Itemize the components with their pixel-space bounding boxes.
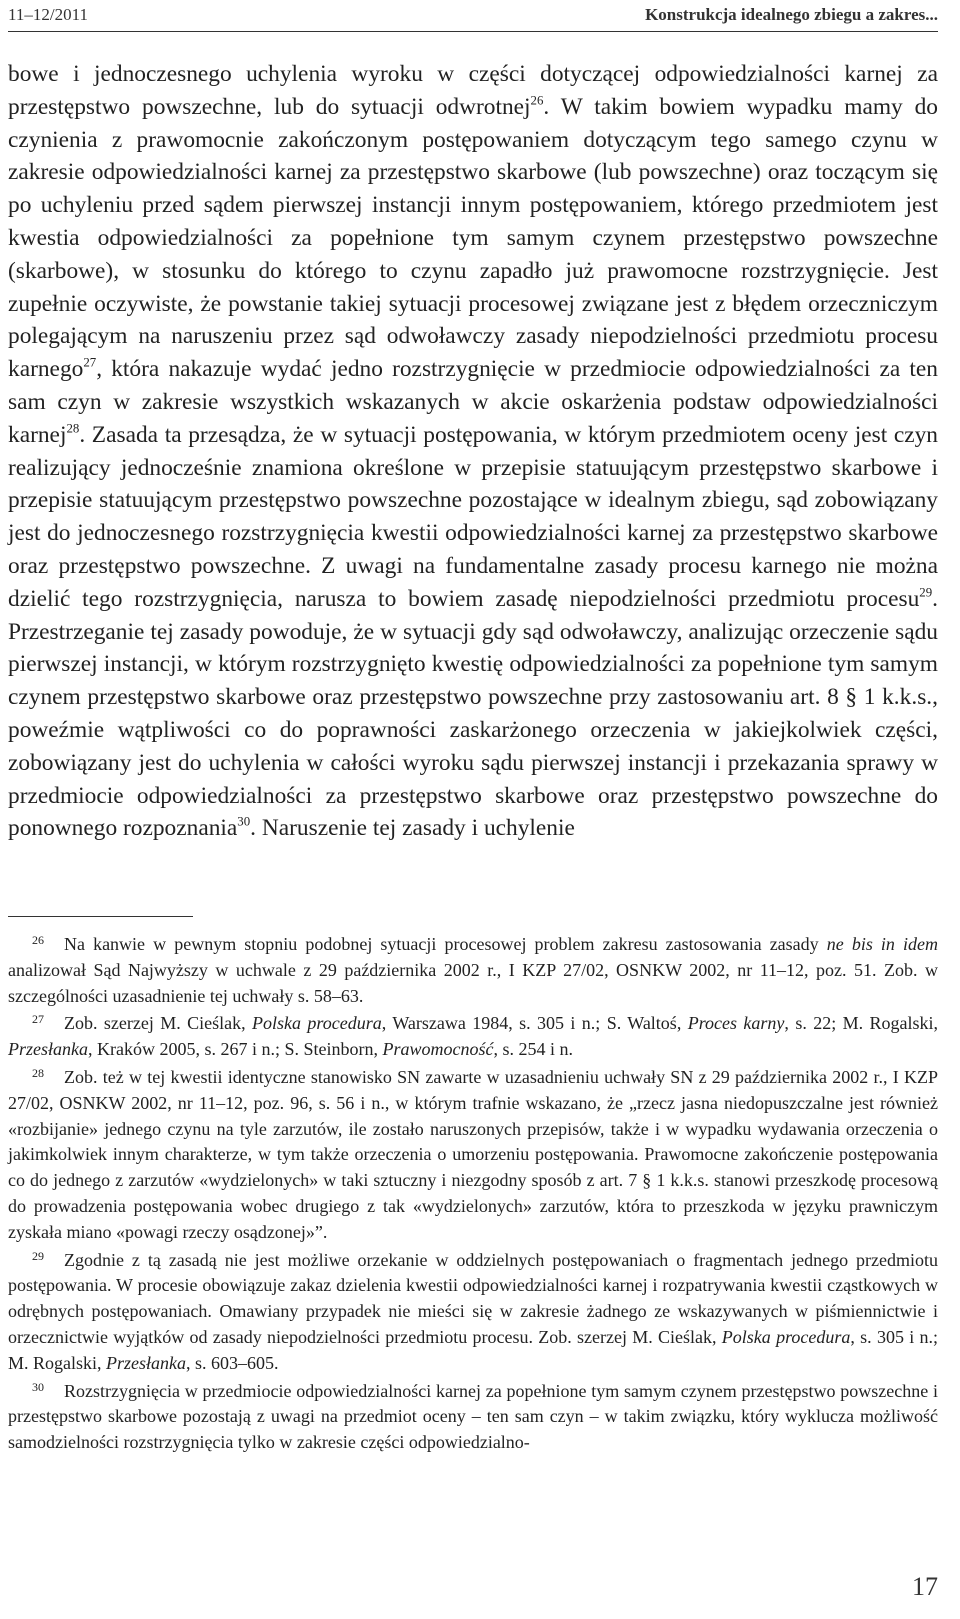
text-run: Zgodnie z tą zasadą nie jest możliwe orzekanie w oddzielnych postępowaniach o fragmentach jednego przedmiotu postępowania. W procesie obowiązuje zakaz dzielenia kwestii odpowiedzialności karnej i rozpatrywania kwestii cząstkowych w odrębnych postępowaniach. Omawiany przypadek nie mieści się w zakresie żadnego ze wskazywanych w piśmiennictwie i orzecznictwie wyjątków od zasady niepodzielności przedmiotu procesu. Zob. szerzej M. Cieślak, [8,1249,938,1347]
page-number: 17 [912,1572,938,1601]
text-run: , Warszawa 1984, s. 305 i n.; S. Waltoś, [381,1013,688,1034]
italic-run: Prawomocność [382,1039,494,1060]
footnote-ref[interactable]: 26 [530,93,544,108]
article-title: Konstrukcja idealnego zbiegu a zakres... [645,5,938,24]
text-run: , s. 603–605. [186,1352,279,1373]
text-run: , s. 305 i n.; M. Rogalski, [8,1326,938,1373]
body-text [8,58,938,845]
text-run: Na kanwie w pewnym stopniu podobnej sytuacji procesowej problem zakresu zastosowania zasady [64,934,827,954]
text-run: . Zasada ta przesądza, że w sytuacji postępowania, w którym przedmiotem oceny jest czyn realizujący jednocześnie znamiona określone w przepisie statuującym przestępstwo skarbowe i przepisie statuującym przestępstwo powszechne pozostające w idealnym zbiegu, sąd zobowiązany jest do jednoczesnego rozstrzygnięcia kwestii odpowiedzialności karnej za przestępstwo skarbowe oraz przestępstwo powszechne. Z uwagi na fundamentalne zasady procesu karnego nie można dzielić tego rozstrzygnięcia, narusza to bowiem zasadę niepodzielności przedmiotu procesu [8,421,938,612]
footnote-ref[interactable]: 30 [237,814,251,829]
text-run: . Naruszenie tej zasady i uchylenie [250,815,575,842]
footnotes [8,932,938,1458]
text-run: , Kraków 2005, s. 267 i n.; S. Steinborn, [88,1039,383,1060]
italic-run: ne bis in idem [826,934,938,954]
text-run: , która nakazuje wydać jedno rozstrzygnięcie w przedmiocie odpowiedzialności za ten sam czyn w zakresie wszystkich wskazanych w akcie oskarżenia podstaw odpowiedzialności karnej [8,356,938,448]
italic-run: Przesłanka [8,1039,88,1060]
footnote-ref[interactable]: 27 [83,355,97,370]
text-run: Zob. szerzej M. Cieślak, [64,1013,253,1034]
text-run: , s. 254 i n. [493,1039,574,1060]
running-header [8,0,938,30]
italic-run: Proces karny [687,1013,785,1034]
footnote-27: 27 Zob. szerzej M. Cieślak, Polska procedura, Warszawa 1984, s. 305 i n.; S. Waltoś, Proces karny, s. 22; M. Rogalski, Przesłanka, Kraków 2005, s. 267 i n.; S. Steinborn, Prawomocność, s. 254 i n. [8,1012,939,1060]
footnote-30: 30 Rozstrzygnięcia w przedmiocie odpowiedzialności karnej za popełnione tym samym czynem przestępstwo powszechne i przestępstwo skarbowe pozostają z uwagi na przedmiot oceny – ten sam czyn – w takim związku, który wyklucza możliwość samodzielności rozstrzygnięcia tylko w zakresie części odpowiedzialno- [8,1379,938,1453]
footnote-29: 29 Zgodnie z tą zasadą nie jest możliwe orzekanie w oddzielnych postępowaniach o fragmentach jednego przedmiotu postępowania. W procesie obowiązuje zakaz dzielenia kwestii odpowiedzialności karnej i rozpatrywania kwestii cząstkowych w odrębnych postępowaniach. Omawiany przypadek nie mieści się w zakresie żadnego ze wskazywanych w piśmiennictwie i orzecznictwie wyjątków od zasady niepodzielności przedmiotu procesu. Zob. szerzej M. Cieślak, Polska procedura, s. 305 i n.; M. Rogalski, Przesłanka, s. 603–605. [8,1248,938,1373]
body-paragraph [8,58,938,845]
issue-label: 11–12/2011 [8,5,88,24]
text-run: Zob. też w tej kwestii identyczne stanowisko SN zawarte w uzasadnieniu uchwały SN z 29 października 2002 r., I KZP 27/02, OSNKW 2002, nr 11–12, poz. 96, s. 56 i n., w którym trafnie wskazano, że „rzecz jasna niedopuszczalne jest również «rozbijanie» jednego czynu na tyle zarzutów, ile zostało naruszonych przepisów, także i w wypadku wydawania orzeczenia o jakimkolwiek innym charakterze, w tym także orzeczenia o umorzeniu postępowania. Prawomocne zakończenie postępowania co do jednego z zarzutów «wydzielonych» w taki sztuczny i niezgodny sposób z art. 7 § 1 k.k.s. stanowi przeszkodę procesową do prowadzenia postępowania wobec drugiego z tak «wydzielonych» zarzutów, która to przeszkoda w języku prawniczym zyskała miano «powagi rzeczy osądzonej»”. [8,1066,938,1242]
italic-run: Polska procedura [721,1326,851,1347]
footnote-26: 26 Na kanwie w pewnym stopniu podobnej sytuacji procesowej problem zakresu zastosowania zasady ne bis in idem analizował Sąd Najwyższy w uchwale z 29 października 2002 r., I KZP 27/02, OSNKW 2002, nr 11–12, poz. 51. Zob. w szczególności uzasadnienie tej uchwały s. 58–63. [8,933,938,1006]
text-run: analizował Sąd Najwyższy w uchwale z 29 października 2002 r., I KZP 27/02, OSNKW 2002, nr 11–12, poz. 51. Zob. w szczególności uzasadnienie tej uchwały s. 58–63. [8,959,938,1006]
text-run: . Przestrzeganie tej zasady powoduje, że w sytuacji gdy sąd odwoławczy, analizując orzeczenie sądu pierwszej instancji, w którym rozstrzygnięto kwestię odpowiedzialności za popełnione tym samym czynem przestępstwo skarbowe oraz przestępstwo powszechne przy zastosowaniu art. 8 § 1 k.k.s., poweźmie wątpliwości co do poprawności zaskarżonego orzeczenia w jakiejkolwiek części, zobowiązany jest do uchylenia w całości wyroku sądu pierwszej instancji i przekazania sprawy w przedmiocie odpowiedzialności za przestępstwo skarbowe oraz przestępstwo powszechne do ponownego rozpoznania [8,585,938,842]
header-rule [8,31,938,32]
footnote-ref[interactable]: 29 [919,585,933,600]
footnote-rule [8,916,193,917]
italic-run: Polska procedura [252,1013,382,1034]
text-run: Rozstrzygnięcia w przedmiocie odpowiedzialności karnej za popełnione tym samym czynem przestępstwo powszechne i przestępstwo skarbowe pozostają z uwagi na przedmiot oceny – ten sam czyn – w takim związku, który wyklucza możliwość samodzielności rozstrzygnięcia tylko w zakresie części odpowiedzialno- [8,1380,938,1453]
footnote-ref[interactable]: 28 [66,421,80,436]
text-run: bowe i jednoczesnego uchylenia wyroku w części dotyczącej odpowiedzialności karnej za przestępstwo powszechne, lub do sytuacji odwrotnej [8,61,938,120]
italic-run: Przesłanka [106,1352,187,1373]
text-run: . W takim bowiem wypadku mamy do czynienia z prawomocnie zakończonym postępowaniem dotyczącym tego samego czynu w zakresie odpowiedzialności karnej za przestępstwo skarbowe (lub powszechne) oraz toczącym się po uchyleniu przed sądem pierwszej instancji innym postępowaniem, którego przedmiotem jest kwestia odpowiedzialności za popełnione tym samym czynem przestępstwo powszechne (skarbowe), w stosunku do którego to czynu zapadło już prawomocne rozstrzygnięcie. Jest zupełnie oczywiste, że powstanie takiej sytuacji procesowej związane jest z błędem orzeczniczym polegającym na naruszeniu przez sąd odwoławczy zasady niepodzielności przedmiotu procesu karnego [8,93,938,383]
footnote-28: 28 Zob. też w tej kwestii identyczne stanowisko SN zawarte w uzasadnieniu uchwały SN z 29 października 2002 r., I KZP 27/02, OSNKW 2002, nr 11–12, poz. 96, s. 56 i n., w którym trafnie wskazano, że „rzecz jasna niedopuszczalne jest również «rozbijanie» jednego czynu na tyle zarzutów, ile zostało naruszonych przepisów, także i w wypadku wydawania orzeczenia o jakimkolwiek innym charakterze, w tym także orzeczenia o umorzeniu postępowania. Prawomocne zakończenie postępowania co do jednego z zarzutów «wydzielonych» w taki sztuczny i niezgodny sposób z art. 7 § 1 k.k.s. stanowi przeszkodę procesową do prowadzenia postępowania wobec drugiego z tak «wydzielonych» zarzutów, która to przeszkoda w języku prawniczym zyskała miano «powagi rzeczy osądzonej»”. [8,1065,938,1242]
text-run: , s. 22; M. Rogalski, [784,1013,939,1034]
